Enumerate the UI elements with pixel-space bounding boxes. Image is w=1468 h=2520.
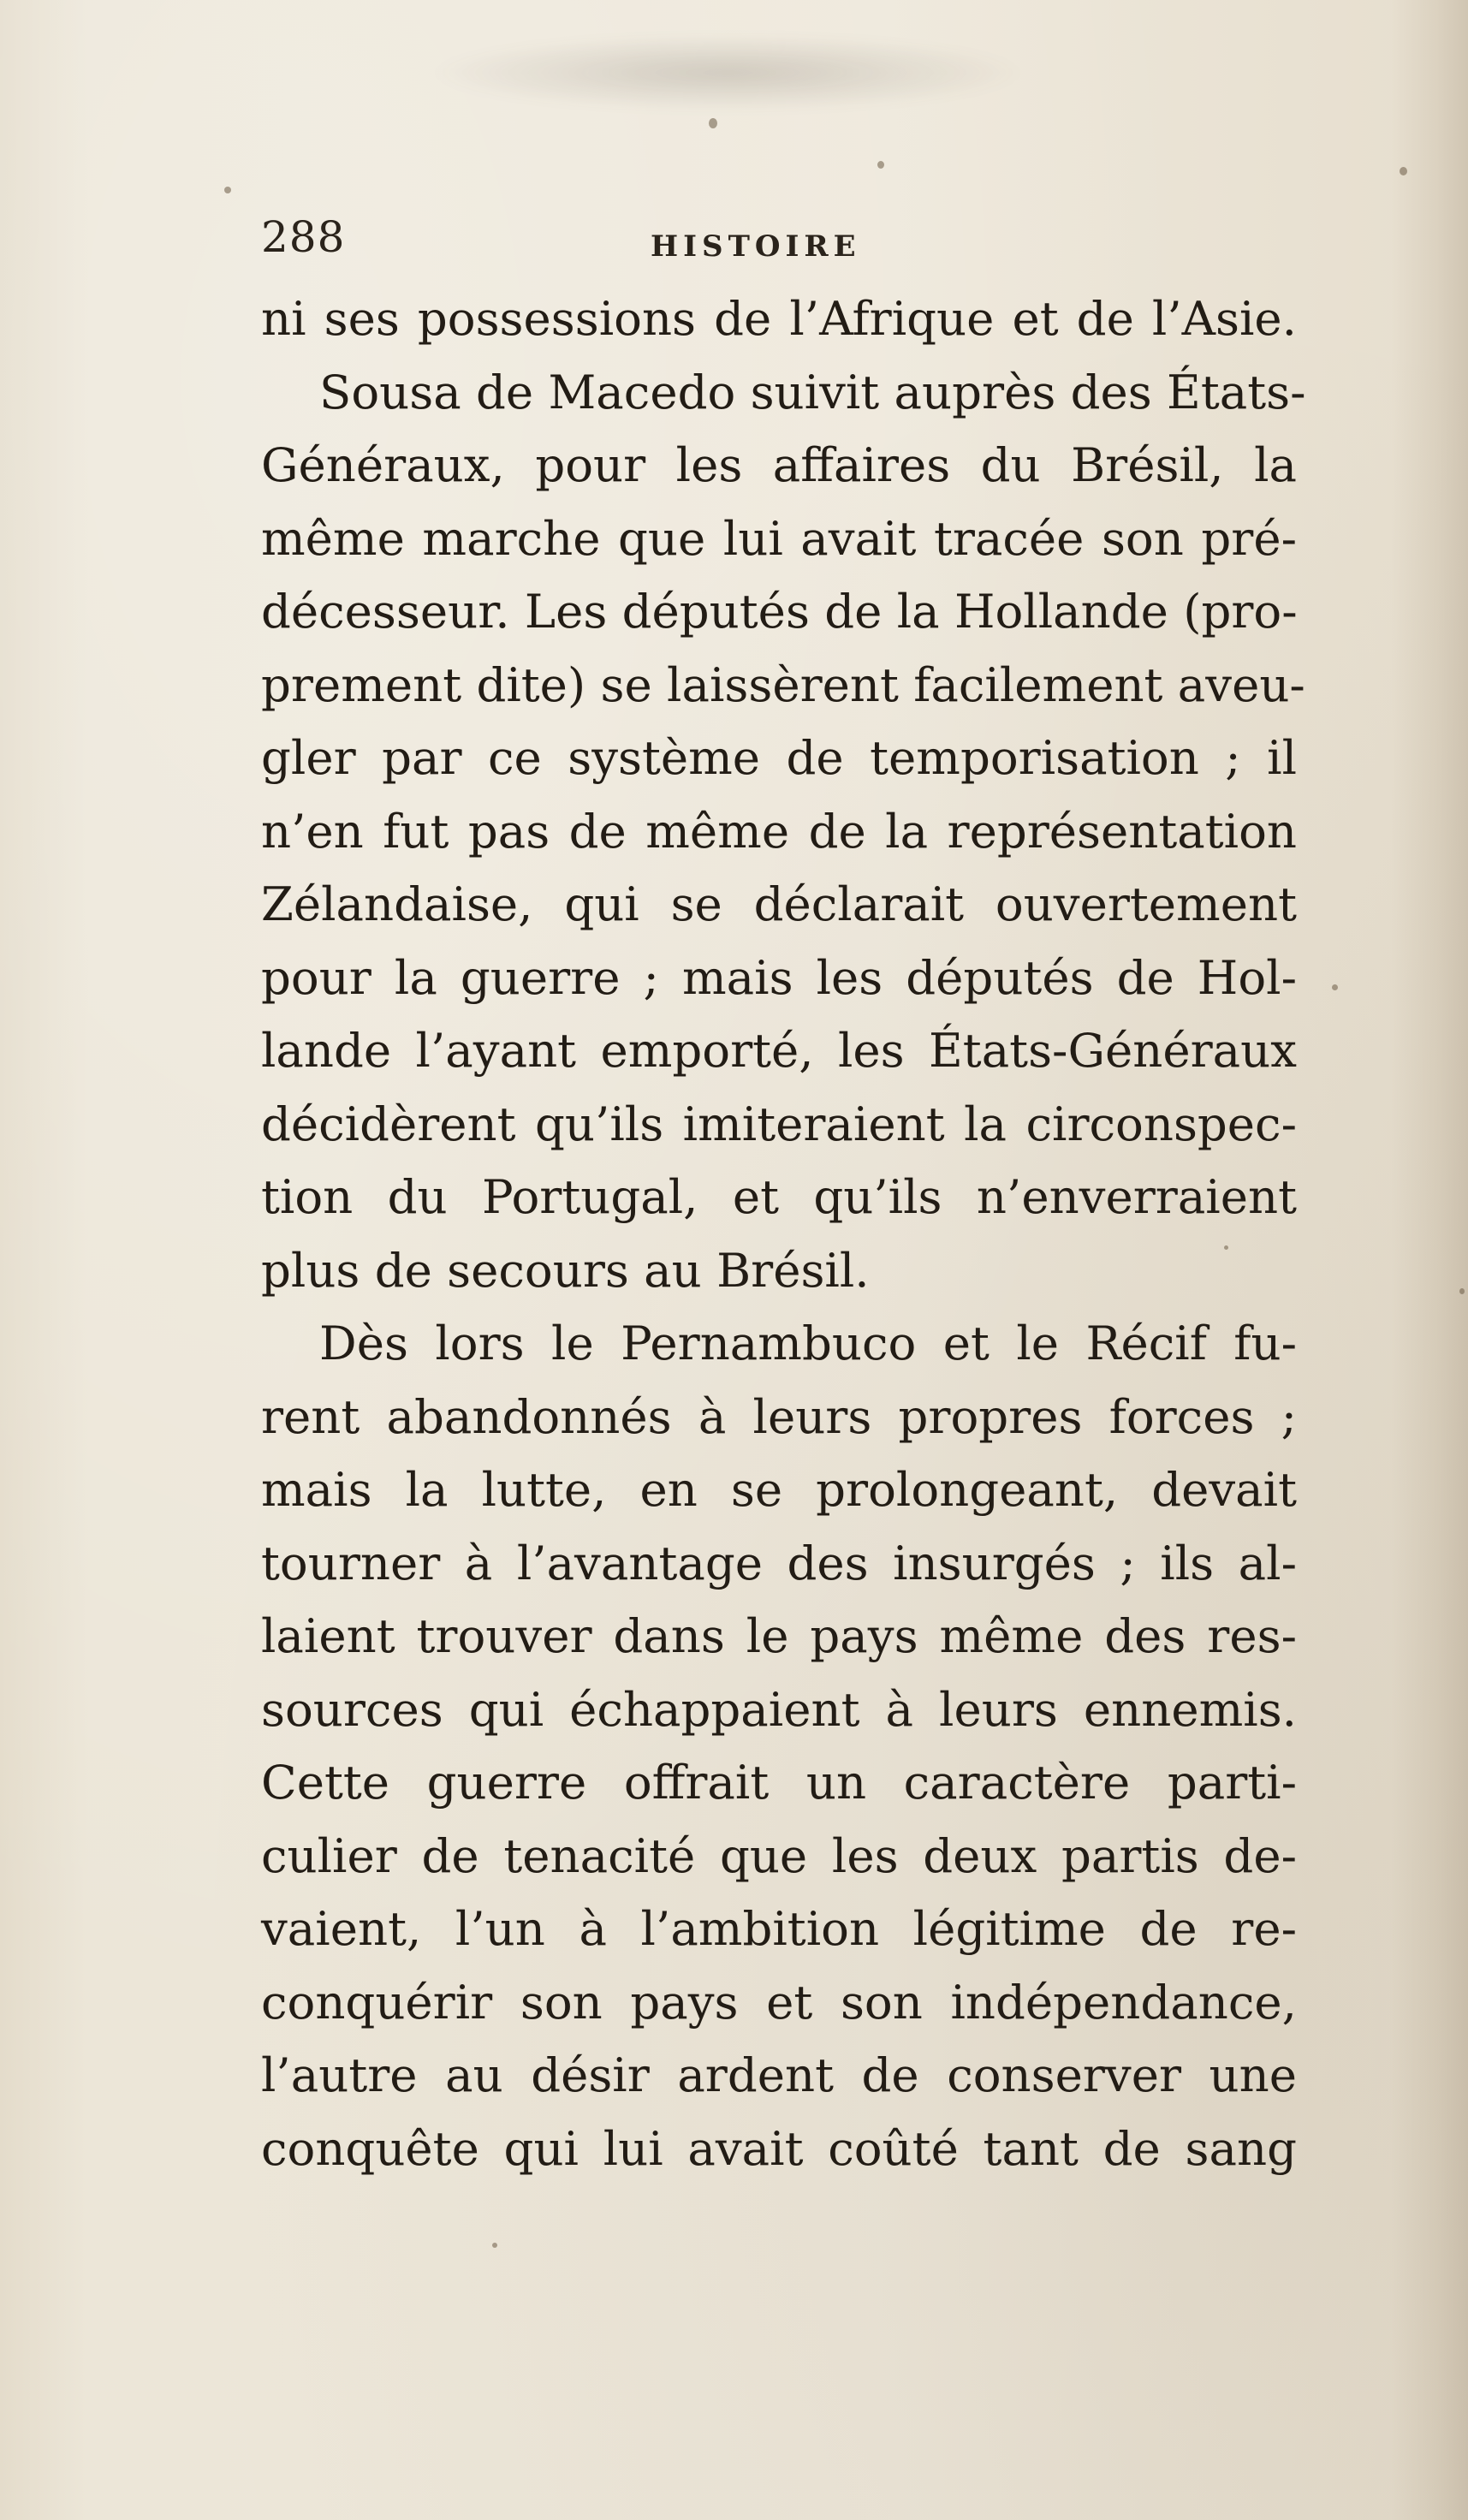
- text-line: décidèrent qu’ils imiteraient la circonspec-: [261, 1096, 1297, 1151]
- page-number: 288: [261, 212, 346, 262]
- text-line: n’en fut pas de même de la représentation: [261, 803, 1297, 859]
- text-line: prement dite) se laissèrent facilement aveu-: [261, 657, 1305, 712]
- text-line: sources qui échappaient à leurs ennemis.: [261, 1681, 1297, 1737]
- text-line: Zélandaise, qui se déclarait ouvertement: [261, 877, 1297, 931]
- text-line: culier de tenacité que les deux partis de-: [261, 1828, 1297, 1883]
- text-line: Sousa de Macedo suivit auprès des États-: [319, 364, 1306, 419]
- foxing-spot: [224, 187, 231, 193]
- page-header: [261, 212, 1297, 272]
- text-line: même marche que lui avait tracée son pré-: [261, 510, 1297, 566]
- foxing-spot: [492, 2243, 497, 2248]
- foxing-spot: [1459, 1288, 1465, 1294]
- text-line: tion du Portugal, et qu’ils n’enverraient: [261, 1169, 1297, 1224]
- ink-bleed-through: [428, 34, 1027, 111]
- running-head: HISTOIRE: [651, 229, 861, 264]
- text-line: ni ses possessions de l’Afrique et de l’Asie.: [261, 291, 1297, 346]
- text-line: décesseur. Les députés de la Hollande (pro-: [261, 584, 1298, 639]
- text-line: gler par ce système de temporisation ; il: [261, 730, 1297, 785]
- foxing-spot: [709, 118, 717, 128]
- foxing-spot: [1400, 167, 1407, 175]
- text-line: conquête qui lui avait coûté tant de sang: [261, 2120, 1297, 2176]
- text-line: pour la guerre ; mais les députés de Hol-: [261, 949, 1297, 1005]
- text-line: l’autre au désir ardent de conserver une: [261, 2048, 1297, 2102]
- text-line: laient trouver dans le pays même des res-: [261, 1608, 1297, 1663]
- text-line: Cette guerre offrait un caractère parti-: [261, 1755, 1297, 1810]
- text-line: tourner à l’avantage des insurgés ; ils al-: [261, 1535, 1297, 1590]
- text-line: Dès lors le Pernambuco et le Récif fu-: [319, 1316, 1297, 1370]
- text-line: plus de secours au Brésil.: [261, 1242, 870, 1298]
- text-line: Généraux, pour les affaires du Brésil, la: [261, 437, 1297, 492]
- text-line: lande l’ayant emporté, les États-Généraux: [261, 1023, 1297, 1078]
- text-line: mais la lutte, en se prolongeant, devait: [261, 1462, 1297, 1517]
- body-text: [261, 282, 1306, 2185]
- foxing-spot: [1332, 984, 1338, 990]
- text-line: rent abandonnés à leurs propres forces ;: [261, 1388, 1297, 1444]
- text-line: conquérir son pays et son indépendance,: [261, 1974, 1297, 2030]
- foxing-spot: [877, 161, 884, 169]
- text-line: vaient, l’un à l’ambition légitime de re-: [261, 1901, 1297, 1956]
- page-edge-shadow: [1391, 0, 1468, 2520]
